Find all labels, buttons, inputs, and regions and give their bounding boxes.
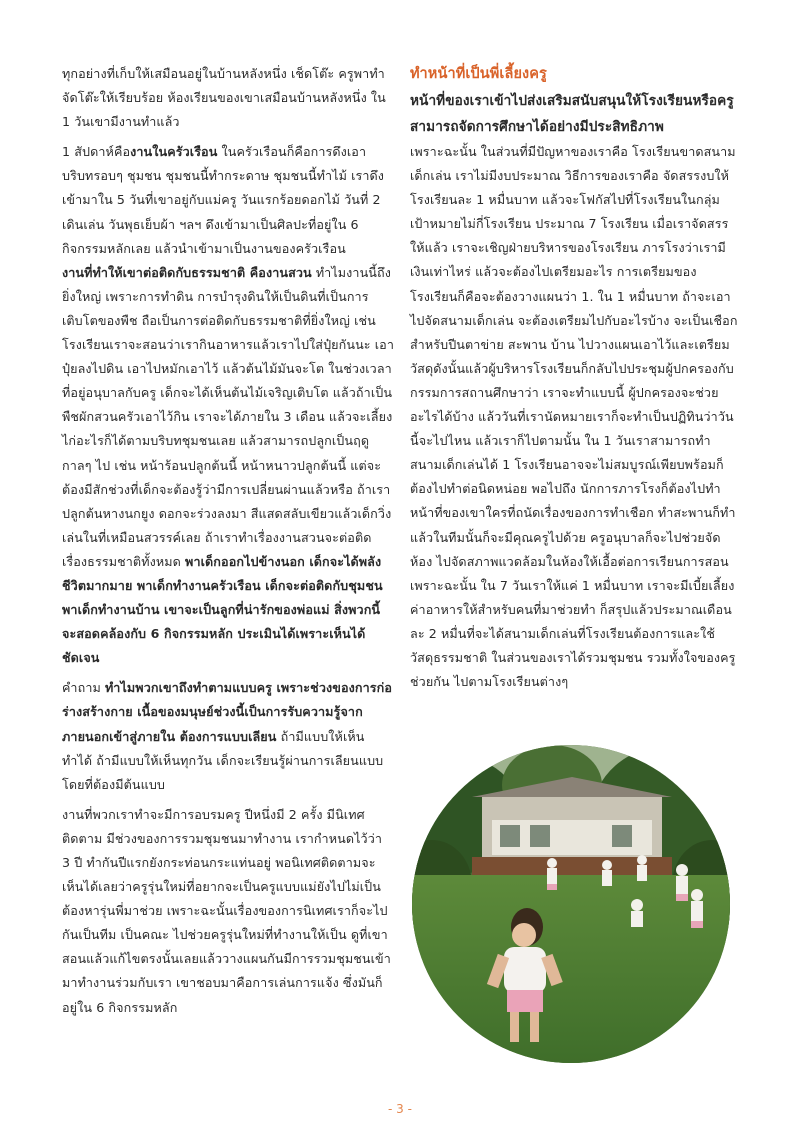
paragraph-garden-work <box>62 261 394 671</box>
text: 1 สัปดาห์คือ <box>62 144 131 160</box>
paragraph-household-work <box>62 140 394 260</box>
bold-text: งานในครัวเรือน <box>130 144 218 160</box>
section-subheading: หน้าที่ของเราเข้าไปส่งเสริมสนับสนุนให้โรงเรียนหรือครูสามารถจัดการศึกษาได้อย่างมีประสิทธิภาพ <box>410 93 734 135</box>
children-playground-photo <box>412 745 730 1063</box>
left-column <box>62 62 394 1020</box>
bold-text: พาเด็กออกไปข้างนอก เด็กจะได้พลังชีวิตมากมาย พาเด็กทำงานครัวเรือน เด็กจะต่อติดกับชุมชน พาเด็กทำงานบ้าน เขาจะเป็นลูกที่น่ารักของพ่อแม่ สิ่งพวกนี้จะสอดคล้องกับ 6 กิจกรรมหลัก ประเมินได้เพราะเห็นได้ชัดเจน <box>62 553 383 666</box>
bold-text: งานที่ทำให้เขาต่อติดกับธรรมชาติ คืองานสวน <box>62 264 312 280</box>
bold-text: ทำไมพวกเขาถึงทำตามแบบครู เพราะช่วงของการก่อร่างสร้างกาย เนื้อของมนุษย์ช่วงนี้เป็นการรับความรู้จากภายนอกเข้าสู่ภายใน ต้องการแบบเลียน <box>62 680 393 744</box>
paragraph-mentoring: เพราะฉะนั้น ในส่วนที่มีปัญหาของเราคือ โรงเรียนขาดสนามเด็กเล่น เราไม่มีงบประมาณ วิธีการของเราคือ จัดสรรงบให้โรงเรียนละ 1 หมื่นบาท แล้วจะโฟกัสไปที่โรงเรียนในกลุ่มเป้าหมายไม่กี่โรงเรียน ประมาณ 7 โรงเรียน เมื่อเราจัดสรรให้แล้ว เราจะเชิญฝ่ายบริหารของโรงเรียน ภารโรงว่าเรามีเงินเท่าไหร่ แล้วจะต้องไปเตรียมอะไร การเตรียมของโรงเรียนก็คือจะต้องวางแผนว่า 1. ใน 1 หมื่นบาท ถ้าจะเอาไปจัดสนามเด็กเล่น จะต้องเตรียมไปกับอะไรบ้าง จะเป็นเชือกสำหรับปีนตาข่าย สะพาน บ้าน ไปวางแผนเอาไว้และเตรียมวัสดุดังนั้นแล้วผู้บริหารโรงเรียนก็กลับไปประชุมผู้ปกครองกับกรรมการสถานศึกษาว่า เราจะทำแบบนี้ ผู้ปกครองจะช่วยอะไรได้บ้าง แล้ววันที่เรานัดหมายเราก็จะทำเป็นปฏิทินว่าวันนี้จะไปไหน แล้วเราก็ไปตามนั้น ใน 1 วันเราสามารถทำสนามเด็กเล่นได้ 1 โรงเรียนอาจจะไม่สมบูรณ์เพียบพร้อมก็ต้องไปทำต่อนิดหน่อย พอไปถึง นักการภารโรงก็ต้องไปทำหน้าที่ของเขาใครที่ถนัดเรื่องของการทำเชือก ทำสะพานก็ทำ แล้วในทีมนั้นก็จะมีคุณครูไปด้วย ครูอนุบาลก็จะไปช่วยจัดห้อง ไปจัดสภาพแวดล้อมในห้องให้เอื้อต่อการเรียนการสอน เพราะฉะนั้น ใน 7 วันเราให้แค่ 1 หมื่นบาท เราจะมีเบี้ยเลี้ยงค่าอาหารให้สำหรับคนที่มาช่วยทำ ก็สรุปแล้วประมาณเดือนละ 2 หมื่นที่จะได้สนามเด็กเล่นที่โรงเรียนต้องการและใช้วัสดุธรรมชาติ ในส่วนของเราได้รวมชุมชน รวมทั้งใจของครู ช่วยกัน ไปตามโรงเรียนต่างๆ <box>410 144 738 690</box>
paragraph-teacher-training: งานที่พวกเราทำจะมีการอบรมครู ปีหนึ่งมี 2 ครั้ง มีนิเทศติดตาม มีช่วงของการรวมชุมชนมาทำงาน เรากำหนดไว้ว่า 3 ปี ทำกันปีแรกยังกระท่อนกระแท่นอยู่ พอนิเทศติดตามจะเห็นได้เลยว่าครูรุ่นใหม่ที่อยากจะเป็นครูแบบแม่ยังไปไม่เป็น ต้องหารุ่นพี่มาช่วย เพราะฉะนั้นเรื่องของการนิเทศเราก็จะไปกันเป็นทีม เป็นคณะ ไปช่วยครูรุ่นใหม่ที่ทำงานให้เป็น ดูที่เขาสอนแล้วแก้ไขตรงนั้นเลยแล้ววางแผนกันมีการรวมชุมชนเข้ามาทำงานร่วมกับเรา เขาชอบมาคือการเล่นการแจ้ง ซึ่งมันก็อยู่ใน 6 กิจกรรมหลัก <box>62 806 391 1015</box>
text: ในครัวเรือนก็คือการดึงเอาบริบทรอบๆ ชุมชน ชุมชนนี้ทำกระดาษ ชุมชนนี้ทำไม้ เราดึงเข้ามาใน 5 วันที่เขาอยู่กับแม่ครู วันแรกร้อยดอกไม้ วันที่ 2 เดินเล่น วันพุธเย็บผ้า ฯลฯ ดึงเข้ามาเป็นศิลปะที่อยู่ใน 6 กิจกรรมหลักเลย แล้วนำเข้ามาเป็นงานของครัวเรือน <box>62 144 385 256</box>
paragraph-question <box>62 676 394 796</box>
text: คำถาม <box>62 680 105 696</box>
text: ถ้ามีแบบให้เห็นทำได้ ถ้ามีแบบให้เห็นทุกวัน เด็กจะเรียนรู้ผ่านการเลียนแบบ โดยที่ต้องมีต้นแบบ <box>62 728 384 792</box>
section-title: ทำหน้าที่เป็นพี่เลี้ยงครู <box>410 66 547 82</box>
right-column <box>410 62 738 694</box>
page-number: - 3 - <box>388 1102 412 1116</box>
photo-illustration <box>412 745 730 1063</box>
text: ทำไมงานนี้ถึงยิ่งใหญ่ เพราะการทำดิน การบำรุงดินให้เป็นดินที่เป็นการเติบโตของพืช ถือเป็นการต่อติดกับธรรมชาติที่ยิ่งใหญ่ เช่น โรงเรียนเราจะสอนว่าเรากินอาหารแล้วเราไปใส่ปุ๋ยกันนะ เอาปุ๋ยลงไปดิน เอาไปหมักเอาไว้ แล้วต้นไม้มันจะโต ในช่วงเวลาที่อยู่อนุบาลกับครู เด็กจะได้เห็นต้นไม้เจริญเติบโต แล้วถ้าเป็นพืชผักสวนครัวเอาไว้กิน เราจะได้ภายใน 3 เดือน แล้วจะเลี้ยงไก่อะไรก็ได้ตามบริบทชุมชนเลย แล้วสามารถปลูกเป็นฤดูกาลๆ ไป เช่น หน้าร้อนปลูกต้นนี้ หน้าหนาวปลูกต้นนี้ แต่จะต้องมีสักช่วงที่เด็กจะต้องรู้ว่ามีการเปลี่ยนผ่านแล้วหรือ ถ้าเราปลูกต้นหางนกยูง ดอกจะร่วงลงมา สีแสดสลับเขียวแล้วเด็กวิ่งเล่นในที่เหมือนสวรรค์เลย ถ้าเราทำเรื่องงานสวนจะต่อติดเรื่องธรรมชาติทั้งหมด <box>62 264 395 569</box>
paragraph-intro: ทุกอย่างที่เก็บให้เสมือนอยู่ในบ้านหลังหนึ่ง เช็ดโต๊ะ ครูพาทำจัดโต๊ะให้เรียบร้อย ห้องเรียนของเขาเสมือนบ้านหลังหนึ่ง ใน 1 วันเขามีงานทำแล้ว <box>62 66 386 130</box>
